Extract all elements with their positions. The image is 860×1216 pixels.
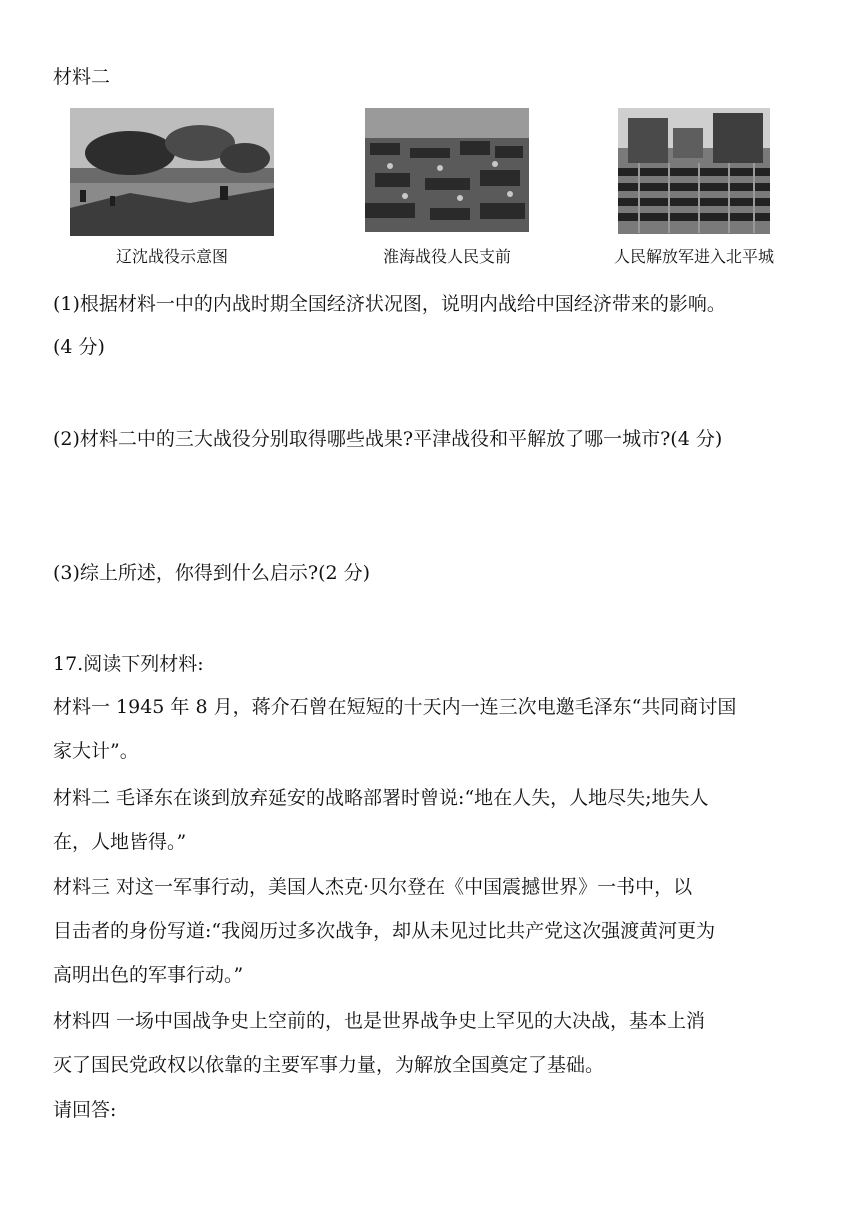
material-1-line: 材料一 1945 年 8 月，蒋介石曾在短短的十天内一连三次电邀毛泽东“共同商讨国 xyxy=(53,696,737,718)
photo-caption: 淮海战役人民支前 xyxy=(382,247,511,266)
material-2-line: 材料二 毛译东在谈到放弃延安的战略部署时曾说:“地在人失，人地尽失;地失人 xyxy=(53,787,709,809)
material-2-line: 在，人地皆得。” xyxy=(53,831,187,853)
battle-photo-image xyxy=(70,108,274,236)
photo-row xyxy=(70,108,795,274)
material-heading: 材料二 xyxy=(53,66,111,88)
material-3-line: 高明出色的军事行动。” xyxy=(53,964,244,986)
material-4-line: 材料四 一场中国战争史上空前的，也是世界战争史上罕见的大决战，基本上消 xyxy=(53,1010,706,1032)
question-2-text: (2)材料二中的三大战役分别取得哪些战果?平津战役和平解放了哪一城市?(4 分) xyxy=(53,428,723,450)
section-17-title: 17.阅读下列材料: xyxy=(53,653,204,675)
material-1-line: 家大计”。 xyxy=(53,740,139,762)
photo-liaoshen xyxy=(70,108,274,266)
parade-photo-image xyxy=(618,108,770,234)
photo-peiping xyxy=(613,108,774,266)
material-3-line: 目击者的身份写道:“我阅历过多次战争，却从未见过比共产党这次强渡黄河更为 xyxy=(53,920,716,942)
material-3-line: 材料三 对这一军事行动，美国人杰克·贝尔登在《中国震撼世界》一书中，以 xyxy=(53,876,693,898)
crowd-photo-image xyxy=(365,108,529,232)
material-4-line: 灭了国民党政权以依靠的主要军事力量，为解放全国奠定了基础。 xyxy=(53,1054,605,1076)
photo-caption: 辽沈战役示意图 xyxy=(115,247,228,266)
question-1-text: (1)根据材料一中的内战时期全国经济状况图，说明内战给中国经济带来的影响。 xyxy=(53,293,726,315)
question-1-points: (4 分) xyxy=(53,336,105,358)
photo-caption: 人民解放军进入北平城 xyxy=(613,247,774,266)
answer-prompt: 请回答: xyxy=(53,1099,117,1121)
photo-huaihai xyxy=(365,108,529,266)
question-3-text: (3)综上所述，你得到什么启示?(2 分) xyxy=(53,562,371,584)
